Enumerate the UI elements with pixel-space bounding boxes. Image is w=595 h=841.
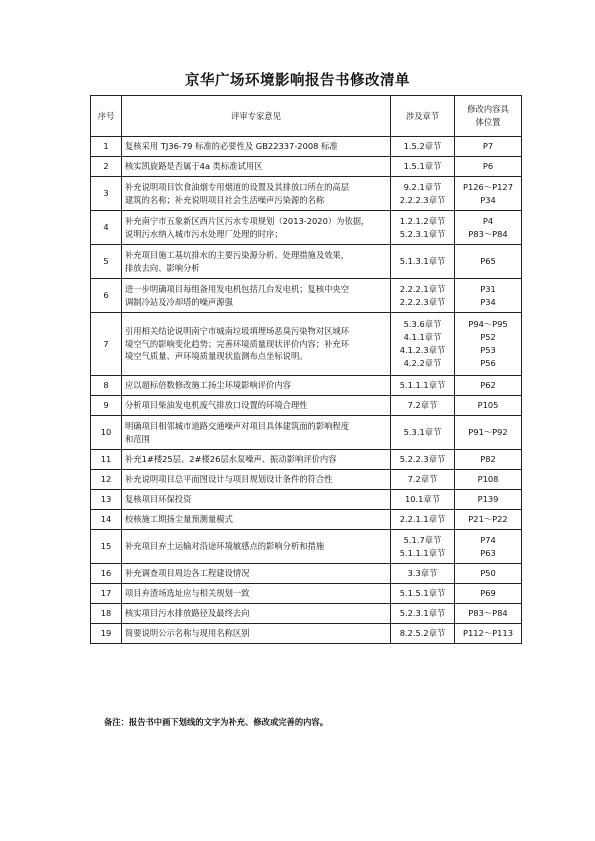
row-opinion (122, 396, 391, 416)
opinion-line: 境空气的影响变化趋势；完善环境质量现状评价内容；补充环 (125, 338, 350, 349)
opinion-line: 项目弃渣场选址应与相关规划一致 (125, 588, 250, 599)
opinion-line: 复核项目环保投资 (125, 494, 192, 505)
table-row (91, 624, 522, 644)
page-line: P112～P113 (463, 628, 513, 639)
table-header-row (91, 96, 522, 137)
table-row (91, 137, 522, 157)
chapter-line: 1.5.1章节 (403, 161, 442, 172)
page-line: P83～P84 (468, 228, 508, 239)
header-no: 序号 (91, 96, 122, 137)
row-chapter (391, 584, 455, 604)
page-line: P108 (477, 474, 499, 485)
row-opinion (122, 416, 391, 450)
chapter-line: 4.1.2.3章节 (399, 345, 446, 355)
opinion-line: 核实项目污水排放路径及最终去向 (125, 608, 250, 619)
row-number: 6 (91, 279, 122, 313)
page-line: P4 (482, 215, 494, 226)
row-page (455, 470, 522, 490)
row-page (455, 416, 522, 450)
table-row (91, 490, 522, 510)
page-line: P7 (482, 141, 494, 152)
chapter-line: 5.1.1.1章节 (399, 380, 446, 391)
row-page (455, 245, 522, 279)
row-number: 1 (91, 137, 122, 157)
row-number: 8 (91, 376, 122, 396)
opinion-line: 核实凯旋路是否属于4a 类标准试用区 (125, 161, 263, 172)
row-page (455, 604, 522, 624)
row-number: 14 (91, 510, 122, 530)
row-chapter (391, 490, 455, 510)
opinion-line: 补充1#楼25层、2#楼26层水泵噪声、振动影响评价内容 (125, 454, 337, 465)
row-chapter (391, 137, 455, 157)
row-chapter (391, 376, 455, 396)
row-page (455, 510, 522, 530)
row-number: 4 (91, 211, 122, 245)
opinion-line: 分析项目柴油发电机废气排放口设置的环境合理性 (125, 400, 308, 411)
row-opinion (122, 604, 391, 624)
chapter-line: 5.1.7章节 (403, 534, 442, 545)
page-line: P91～P92 (468, 427, 508, 438)
table-row (91, 564, 522, 584)
header-opinion: 评审专家意见 (122, 96, 391, 137)
opinion-line: 调制冷站及冷却塔的噪声源强 (125, 296, 233, 307)
chapter-line: 5.2.2.3章节 (399, 454, 446, 465)
row-page (455, 279, 522, 313)
table-row (91, 177, 522, 211)
row-opinion (122, 137, 391, 157)
row-chapter (391, 470, 455, 490)
opinion-line: 补充说明项目饮食油烟专用烟道的设置及其排放口所在的高层 (125, 181, 350, 192)
chapter-line: 7.2章节 (407, 400, 438, 411)
chapter-line: 2.2.2.1章节 (399, 283, 446, 294)
table-row (91, 416, 522, 450)
chapter-line: 1.2.1.2章节 (399, 215, 446, 226)
page-line: P6 (482, 161, 494, 172)
row-number: 7 (91, 313, 122, 376)
row-number: 9 (91, 396, 122, 416)
row-number: 13 (91, 490, 122, 510)
row-page (455, 624, 522, 644)
chapter-line: 5.3.6章节 (403, 319, 442, 330)
page-line: P63 (480, 547, 496, 558)
table-row (91, 245, 522, 279)
page-line: P65 (480, 256, 496, 267)
table-body (91, 137, 522, 644)
page-line: P62 (480, 380, 496, 391)
row-page (455, 313, 522, 376)
opinion-line: 补充项目施工基坑排水的主要污染源分析、处理措施及效果， (125, 249, 350, 260)
row-number: 15 (91, 530, 122, 564)
opinion-line: 校核施工期扬尘量预测量模式 (125, 514, 233, 525)
chapter-line: 4.2.2章节 (403, 357, 442, 368)
table-row (91, 211, 522, 245)
page-line: P34 (480, 296, 496, 307)
page-line: P105 (477, 400, 499, 411)
row-number: 19 (91, 624, 122, 644)
opinion-line: 排放去向、影响分析 (125, 262, 200, 273)
opinion-line: 补充调查项目周边各工程建设情况 (125, 568, 250, 579)
row-opinion (122, 470, 391, 490)
table-row (91, 584, 522, 604)
chapter-line: 5.2.3.1章节 (399, 608, 446, 619)
row-chapter (391, 530, 455, 564)
opinion-line: 明确项目相邻城市道路交通噪声对项目具体建筑面的影响程度 (125, 420, 350, 431)
row-chapter (391, 604, 455, 624)
row-chapter (391, 450, 455, 470)
row-chapter (391, 245, 455, 279)
opinion-line: 补充说明项目总平面图设计与项目规划设计条件的符合性 (125, 474, 333, 485)
page-line: P52 (480, 332, 496, 343)
row-chapter (391, 313, 455, 376)
row-opinion (122, 376, 391, 396)
revision-table (90, 95, 522, 644)
table-row (91, 157, 522, 177)
footnote: 备注：报告书中画下划线的文字为补充、修改或完善的内容。 (104, 717, 329, 727)
row-number: 3 (91, 177, 122, 211)
chapter-line: 5.3.1章节 (403, 427, 442, 438)
chapter-line: 5.2.3.1章节 (399, 228, 446, 239)
chapter-line: 5.1.5.1章节 (399, 588, 446, 599)
header-chapter: 涉及章节 (391, 96, 455, 137)
table-row (91, 530, 522, 564)
table-row (91, 376, 522, 396)
opinion-line: 和范围 (125, 433, 150, 444)
row-page (455, 157, 522, 177)
row-page (455, 564, 522, 584)
table-row (91, 604, 522, 624)
row-page (455, 211, 522, 245)
opinion-line: 说明污水纳入城市污水处理厂处理的时序； (125, 228, 283, 239)
chapter-line: 7.2章节 (407, 474, 438, 485)
page-line: P126～P127 (463, 181, 513, 192)
page-line: P74 (480, 534, 496, 545)
row-chapter (391, 564, 455, 584)
chapter-line: 2.2.2.3章节 (399, 296, 446, 307)
row-chapter (391, 177, 455, 211)
chapter-line: 9.2.1章节 (403, 181, 442, 192)
row-number: 5 (91, 245, 122, 279)
table-row (91, 450, 522, 470)
header-position-line: 体位置 (475, 117, 501, 127)
opinion-line: 建筑的名称；补充说明项目社会生活噪声污染源的名称 (125, 194, 325, 205)
row-opinion (122, 510, 391, 530)
table-row (91, 470, 522, 490)
chapter-line: 8.2.5.2章节 (399, 628, 446, 639)
row-opinion (122, 211, 391, 245)
row-page (455, 137, 522, 157)
chapter-line: 2.2.1.1章节 (399, 514, 446, 525)
opinion-line: 补充项目弃土运输对沿途环境敏感点的影响分析和措施 (125, 541, 325, 552)
row-page (455, 490, 522, 510)
row-page (455, 584, 522, 604)
chapter-line: 4.1.1章节 (403, 332, 442, 343)
page-line: P34 (480, 194, 496, 205)
page-line: P83～P84 (468, 608, 508, 619)
chapter-line: 5.1.3.1章节 (399, 256, 446, 267)
document-title: 京华广场环境影响报告书修改清单 (185, 73, 410, 89)
page-line: P31 (480, 283, 496, 294)
opinion-line: 应以超标倍数修改施工扬尘环境影响评价内容 (125, 380, 291, 391)
page-line: P82 (480, 454, 496, 465)
row-number: 12 (91, 470, 122, 490)
row-page (455, 396, 522, 416)
row-number: 17 (91, 584, 122, 604)
row-chapter (391, 157, 455, 177)
row-number: 10 (91, 416, 122, 450)
table-row (91, 510, 522, 530)
table-row (91, 313, 522, 376)
opinion-line: 境空气质量、声环境质量现状监测布点坐标说明。 (125, 351, 308, 362)
chapter-line: 1.5.2章节 (403, 141, 442, 152)
opinion-line: 复核采用 TJ36-79 标准的必要性及 GB22337-2008 标准 (125, 141, 338, 152)
row-opinion (122, 313, 391, 376)
table-row (91, 396, 522, 416)
row-number: 11 (91, 450, 122, 470)
opinion-line: 简要说明公示名称与现用名称区别 (125, 628, 250, 639)
header-position (455, 96, 522, 137)
page-line: P56 (480, 357, 496, 368)
row-opinion (122, 564, 391, 584)
table-row (91, 279, 522, 313)
chapter-line: 3.3章节 (407, 568, 438, 579)
row-opinion (122, 245, 391, 279)
page-line: P50 (480, 568, 496, 579)
row-opinion (122, 624, 391, 644)
row-opinion (122, 490, 391, 510)
row-chapter (391, 396, 455, 416)
row-opinion (122, 584, 391, 604)
header-position-line: 修改内容具 (467, 104, 509, 115)
row-page (455, 450, 522, 470)
chapter-line: 2.2.2.3章节 (399, 194, 446, 205)
row-opinion (122, 450, 391, 470)
opinion-line: 引用相关结论说明南宁市城南垃圾填埋场恶臭污染物对区域环 (125, 325, 350, 336)
row-opinion (122, 279, 391, 313)
page-line: P94～P95 (468, 319, 508, 330)
row-number: 2 (91, 157, 122, 177)
row-chapter (391, 416, 455, 450)
row-opinion (122, 530, 391, 564)
opinion-line: 进一步明确项目每组备用发电机包括几台发电机；复核中央空 (125, 283, 350, 294)
chapter-line: 10.1章节 (404, 494, 441, 505)
row-number: 16 (91, 564, 122, 584)
page-line: P53 (480, 345, 496, 355)
row-page (455, 177, 522, 211)
row-opinion (122, 177, 391, 211)
row-chapter (391, 624, 455, 644)
row-opinion (122, 157, 391, 177)
chapter-line: 5.1.1.1章节 (399, 547, 446, 558)
row-chapter (391, 279, 455, 313)
row-page (455, 530, 522, 564)
opinion-line: 补充南宁市五象新区西片区污水专项规划（2013-2020）为依据， (125, 215, 370, 226)
row-number: 18 (91, 604, 122, 624)
page-line: P21～P22 (468, 514, 508, 525)
page-line: P139 (477, 494, 499, 505)
row-chapter (391, 211, 455, 245)
page-line: P69 (480, 588, 496, 599)
row-chapter (391, 510, 455, 530)
row-page (455, 376, 522, 396)
